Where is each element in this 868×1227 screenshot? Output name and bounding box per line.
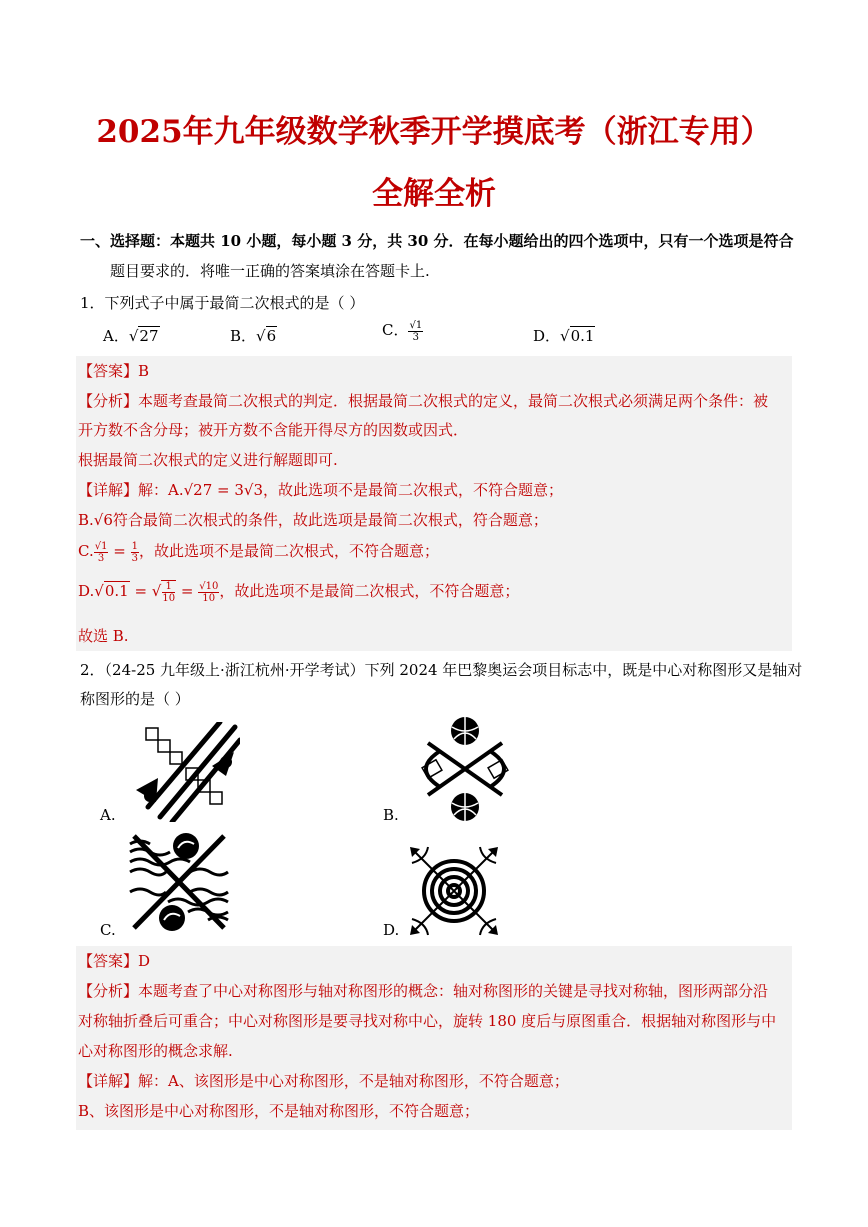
basketball-figure bbox=[410, 713, 520, 825]
q1-option-c bbox=[382, 319, 423, 343]
q2-label-c: C. bbox=[100, 921, 116, 939]
q2-label-b: B. bbox=[383, 806, 399, 824]
surfing-figure bbox=[128, 832, 230, 932]
q1-detail-c-prefix: C. bbox=[78, 542, 94, 560]
q2-stem-1: 2．（24-25 九年级上·浙江杭州·开学考试）下列 2024 年巴黎奥运会项目标志中，既是中心对称图形又是轴对 bbox=[80, 661, 803, 679]
q1-option-d: D．√0.1 bbox=[533, 327, 595, 345]
q1-detail-b-math: √6 bbox=[93, 511, 113, 529]
q1-detail-a-text: ，故此选项不是最简二次根式，不符合题意； bbox=[263, 481, 564, 499]
q2-detail-2: B、该图形是中心对称图形，不是轴对称图形，不符合题意； bbox=[78, 1102, 480, 1120]
archery-figure bbox=[408, 845, 500, 937]
q1-option-d-label: D． bbox=[533, 327, 561, 345]
q1-detail-c-text: ，故此选项不是最简二次根式，不符合题意； bbox=[138, 542, 439, 560]
q1-stem: 1．下列式子中属于最简二次根式的是（ ） bbox=[80, 294, 365, 312]
badminton-figure bbox=[130, 722, 240, 822]
page-title: 2025年九年级数学秋季开学摸底考（浙江专用） bbox=[96, 114, 772, 150]
q1-detail-d-prefix: D. bbox=[78, 582, 95, 600]
q1-option-a-label: A． bbox=[103, 327, 129, 345]
q1-detail-d: D.√0.1 = √ $\frac{1}{10}$ = $\frac{√10}{10}$ ，故此选项不是最简二次根式，不符合题意； bbox=[78, 580, 520, 604]
q1-option-b: B．√6 bbox=[230, 327, 277, 345]
q1-option-a: A．√27 bbox=[103, 327, 159, 345]
q2-analysis-2: 对称轴折叠后可重合；中心对称图形是要寻找对称中心，旋转 180 度后与原图重合．根据轴对称图形与中 bbox=[78, 1012, 777, 1030]
q2-detail-1: 【详解】解：A、该图形是中心对称图形，不是轴对称图形，不符合题意； bbox=[78, 1072, 569, 1090]
q2-stem-2: 称图形的是（ ） bbox=[80, 690, 190, 708]
q2-analysis-3: 心对称图形的概念求解. bbox=[78, 1042, 233, 1060]
q1-option-c-den: 3 bbox=[412, 331, 420, 343]
q1-detail-a bbox=[78, 479, 563, 500]
q2-answer: 【答案】D bbox=[78, 952, 151, 970]
section-heading-cont: 题目要求的．将唯一正确的答案填涂在答题卡上. bbox=[110, 262, 430, 280]
q1-option-c-label: C． bbox=[382, 321, 409, 339]
section-heading: 一、选择题：本题共 10 小题，每小题 3 分，共 30 分．在每小题给出的四个选项中，只有一个选项是符合 bbox=[80, 232, 794, 250]
q1-option-a-radicand: 27 bbox=[139, 327, 159, 345]
q1-option-b-label: B． bbox=[230, 327, 257, 345]
q2-analysis-1: 【分析】本题考查了中心对称图形与轴对称图形的概念：轴对称图形的关键是寻找对称轴，图形两部分沿 bbox=[78, 982, 769, 1000]
page-subtitle: 全解全析 bbox=[372, 176, 496, 212]
q1-detail-a-prefix: 【详解】解：A. bbox=[78, 481, 184, 499]
q1-answer: 【答案】B bbox=[78, 362, 150, 380]
q1-detail-a-math: √27 = 3√3 bbox=[183, 481, 264, 499]
q2-label-d: D. bbox=[383, 921, 400, 939]
q1-analysis-3: 根据最简二次根式的定义进行解题即可. bbox=[78, 451, 338, 469]
q1-detail-d-text: ，故此选项不是最简二次根式，不符合题意； bbox=[219, 582, 520, 600]
q1-option-b-radicand: 6 bbox=[266, 327, 277, 345]
q1-detail-c: C. $\frac{√1}{3}$ = $\frac{1}{3}$ ，故此选项不是最简二次根式，不符合题意； bbox=[78, 540, 439, 564]
q2-label-a: A. bbox=[100, 806, 116, 824]
q1-analysis-1: 【分析】本题考查最简二次根式的判定．根据最简二次根式的定义，最简二次根式必须满足两个条件：被 bbox=[78, 392, 769, 410]
q1-option-d-radicand: 0.1 bbox=[570, 327, 595, 345]
q1-detail-b-prefix: B. bbox=[78, 511, 94, 529]
q1-option-c-num: √1 bbox=[409, 319, 423, 331]
q1-analysis-2: 开方数不含分母；被开方数不含能开得尽方的因数或因式． bbox=[78, 421, 469, 439]
q1-detail-b bbox=[78, 509, 548, 530]
q1-conclusion: 故选 B. bbox=[78, 627, 129, 645]
q1-detail-b-text: 符合最简二次根式的条件，故此选项是最简二次根式，符合题意； bbox=[112, 511, 548, 529]
